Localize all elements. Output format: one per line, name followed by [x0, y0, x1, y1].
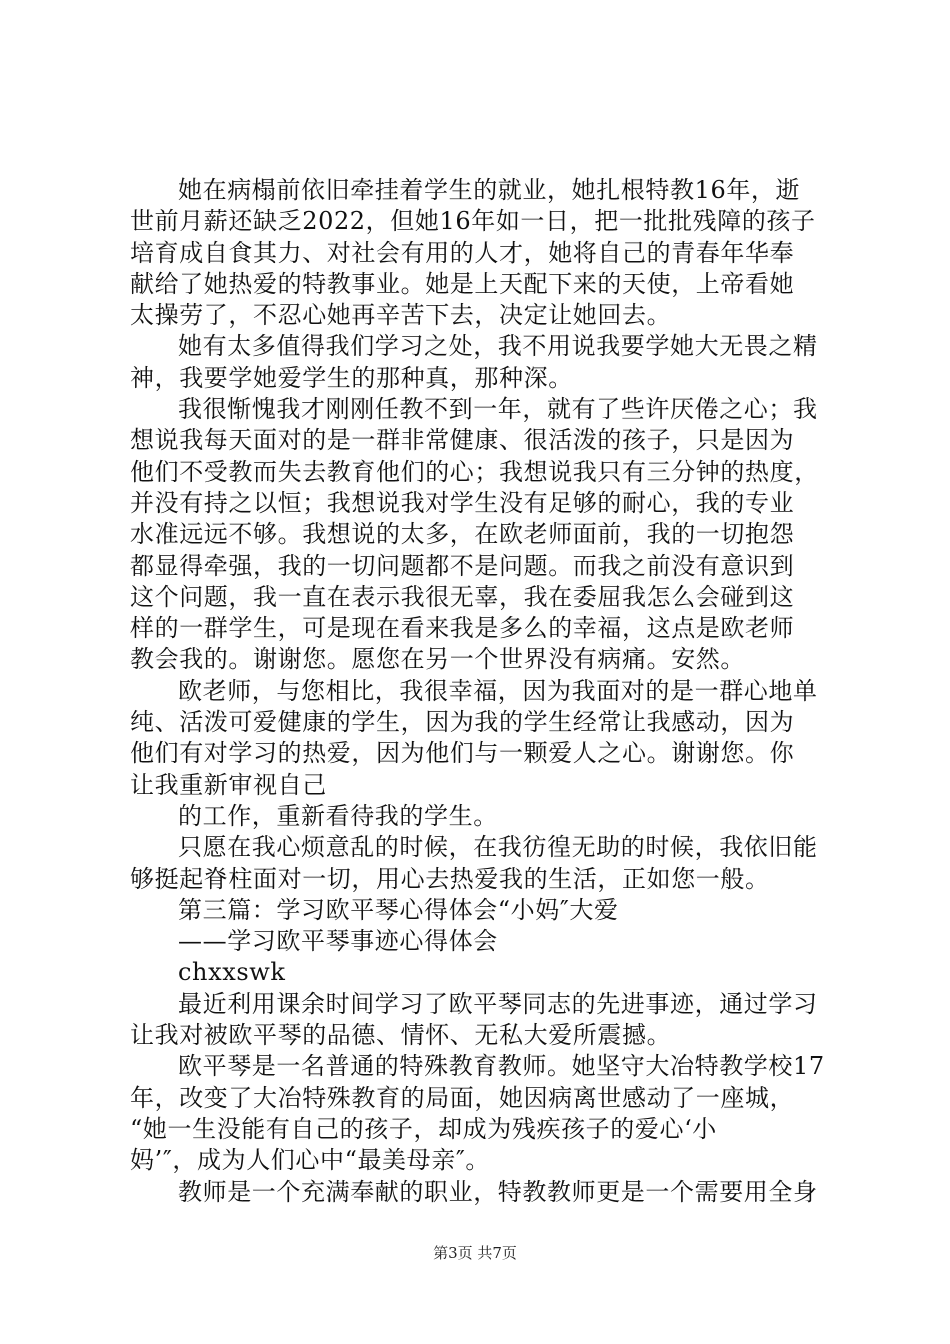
text-line: 她在病榻前依旧牵挂着学生的就业，她扎根特教16年，逝 [178, 176, 801, 204]
text-line: 让我对被欧平琴的品德、情怀、无私大爱所震撼。 [130, 1021, 672, 1050]
text-line: 只愿在我心烦意乱的时候，在我彷徨无助的时候，我依旧能 [178, 833, 818, 862]
text-line: 最近利用课余时间学习了欧平琴同志的先进事迹，通过学习 [178, 989, 818, 1018]
text-line: 让我重新审视自己 [130, 770, 327, 799]
text-line: chxxswk [178, 958, 286, 987]
text-line: 水准远远不够。我想说的太多，在欧老师面前，我的一切抱怨 [130, 520, 795, 549]
text-line: 年，改变了大冶特殊教育的局面，她因病离世感动了一座城， [130, 1083, 795, 1112]
text-line: 培育成自食其力、对社会有用的人才，她将自己的青春年华奉 [130, 238, 795, 267]
text-line: 并没有持之以恒；我想说我对学生没有足够的耐心，我的专业 [130, 488, 795, 517]
text-line: 世前月薪还缺乏2022，但她16年如一日，把一批批残障的孩子 [130, 207, 816, 236]
text-line: 献给了她热爱的特教事业。她是上天配下来的天使，上帝看她 [130, 269, 795, 298]
text-line: ——学习欧平琴事迹心得体会 [178, 927, 498, 956]
text-line: 我很惭愧我才刚刚任教不到一年，就有了些许厌倦之心；我 [178, 395, 818, 424]
document-body [130, 175, 830, 1208]
text-line: 他们不受教而失去教育他们的心；我想说我只有三分钟的热度， [130, 457, 819, 486]
text-line: 想说我每天面对的是一群非常健康、很活泼的孩子，只是因为 [130, 426, 795, 455]
text-line: 教师是一个充满奉献的职业，特教教师更是一个需要用全身 [178, 1177, 818, 1206]
text-line: 太操劳了，不忍心她再辛苦下去，决定让她回去。 [130, 301, 672, 330]
text-line: 第三篇：学习欧平琴心得体会“小妈″大爱 [178, 895, 619, 924]
text-line: 他们有对学习的热爱，因为他们与一颗爱人之心。谢谢您。你 [130, 739, 795, 768]
text-line: 欧老师，与您相比，我很幸福，因为我面对的是一群心地单 [178, 676, 818, 705]
text-line: 样的一群学生，可是现在看来我是多么的幸福，这点是欧老师 [130, 614, 795, 643]
text-line: “她一生没能有自己的孩子，却成为残疾孩子的爱心‘小 [130, 1114, 717, 1143]
text-line: 的工作，重新看待我的学生。 [178, 801, 498, 830]
text-line: 欧平琴是一名普通的特殊教育教师。她坚守大冶特教学校17 [178, 1052, 825, 1081]
text-line: 都显得牵强，我的一切问题都不是问题。而我之前没有意识到 [130, 551, 795, 580]
text-line: 这个问题，我一直在表示我很无辜，我在委屈我怎么会碰到这 [130, 582, 795, 611]
text-line: 神，我要学她爱学生的那种真，那种深。 [130, 363, 573, 392]
text-line: 够挺起脊柱面对一切，用心去热爱我的生活，正如您一般。 [130, 864, 770, 893]
text-line: 教会我的。谢谢您。愿您在另一个世界没有病痛。安然。 [130, 645, 745, 674]
text-line: 她有太多值得我们学习之处，我不用说我要学她大无畏之精 [178, 332, 818, 361]
text-line: 妈’″，成为人们心中“最美母亲″。 [130, 1146, 491, 1175]
page-footer: 第3页 共7页 [433, 1244, 517, 1262]
text-line: 纯、活泼可爱健康的学生，因为我的学生经常让我感动，因为 [130, 708, 795, 737]
